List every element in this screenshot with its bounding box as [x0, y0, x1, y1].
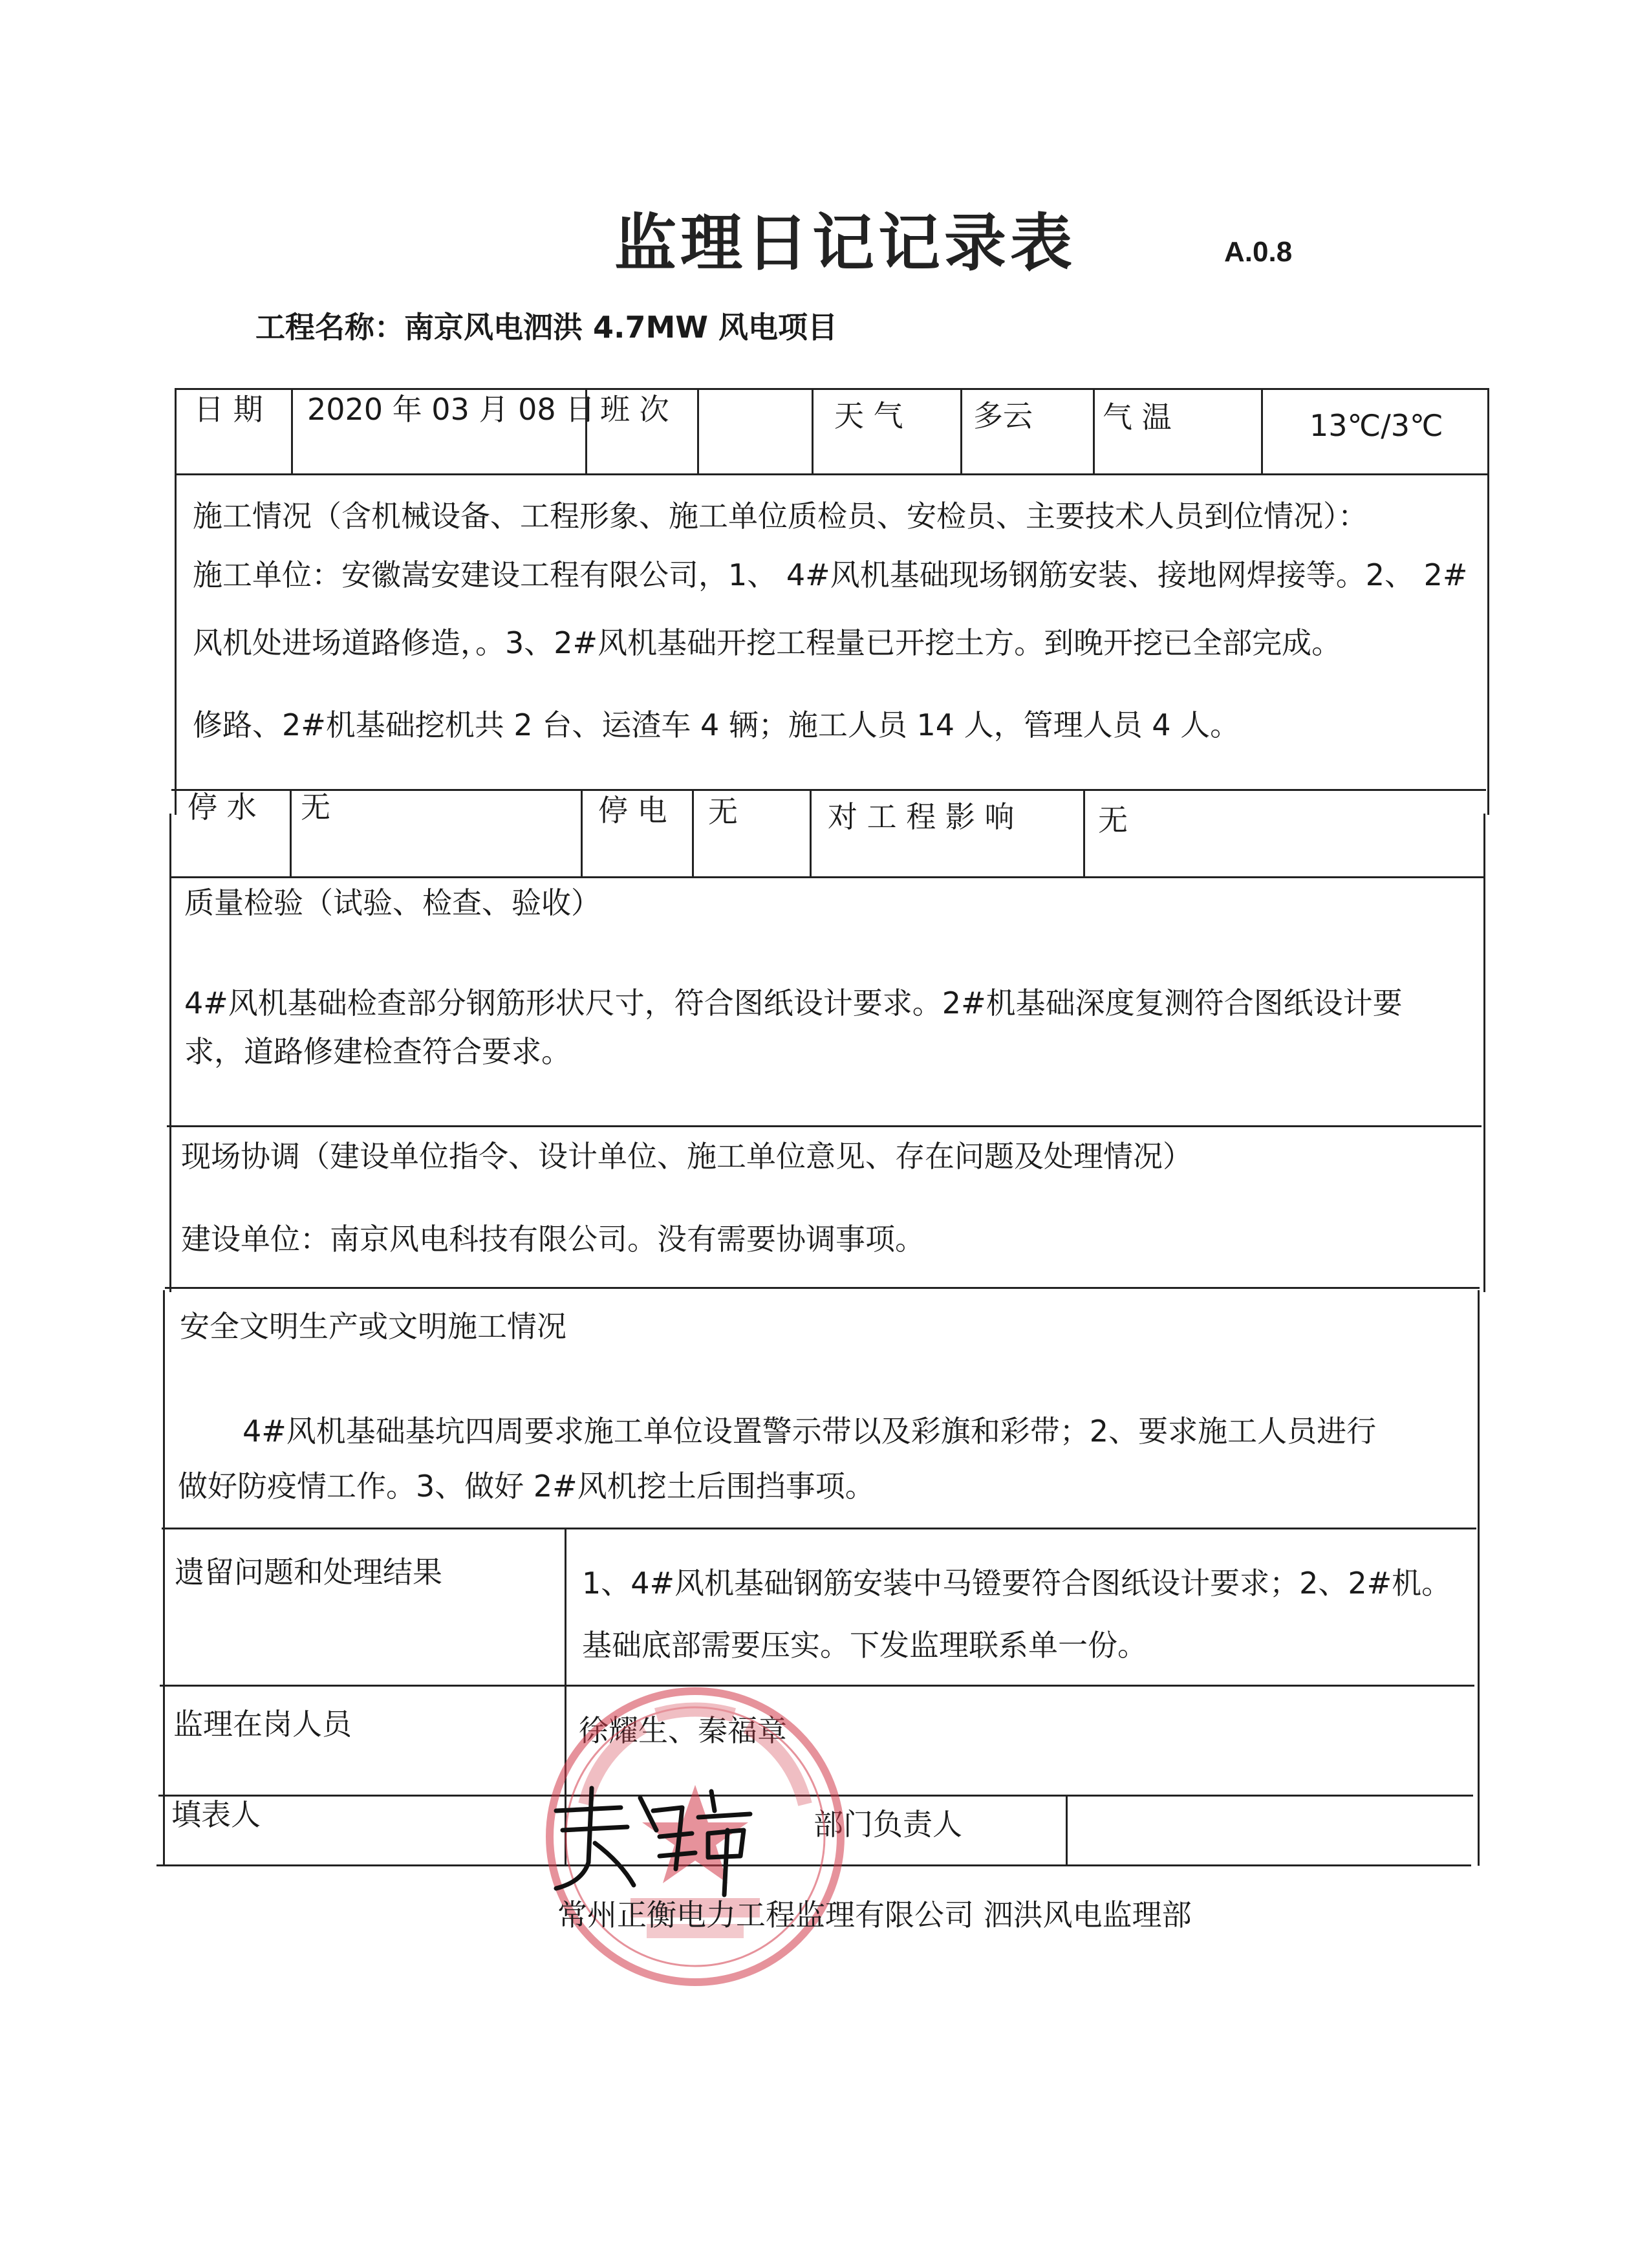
quality-line-2: 求，道路修建检查符合要求。 — [184, 1034, 571, 1069]
quality-heading: 质量检验（试验、检查、验收） — [184, 885, 601, 920]
document-title: 监理日记记录表 — [614, 207, 1076, 279]
filler-label: 填表人 — [171, 1797, 261, 1832]
coordination-line-1: 建设单位：南京风电科技有限公司。没有需要协调事项。 — [181, 1222, 925, 1257]
issues-line-1: 1、4#风机基础钢筋安装中马镫要符合图纸设计要求；2、2#机。 — [582, 1566, 1452, 1601]
safety-heading: 安全文明生产或文明施工情况 — [180, 1309, 566, 1344]
coordination-heading: 现场协调（建设单位指令、设计单位、施工单位意见、存在问题及处理情况） — [181, 1139, 1192, 1174]
impact-label: 对 工 程 影 响 — [828, 799, 1015, 834]
construction-line-2: 风机处进场道路修造，。3、2#风机基础开挖工程量已开挖土方。到晚开挖已全部完成。 — [193, 625, 1342, 660]
temperature-value: 13℃/3℃ — [1310, 408, 1443, 443]
project-name: 工程名称：南京风电泗洪 4.7MW 风电项目 — [255, 310, 838, 345]
handwritten-signature — [543, 1772, 770, 1901]
issues-label: 遗留问题和处理结果 — [175, 1555, 442, 1590]
safety-line-2: 做好防疫情工作。3、做好 2#风机挖土后围挡事项。 — [178, 1469, 875, 1504]
temperature-label: 气 温 — [1103, 400, 1172, 435]
power-outage-label: 停 电 — [598, 793, 667, 828]
construction-line-1: 施工单位：安徽嵩安建设工程有限公司，1、 4#风机基础现场钢筋安装、接地网焊接等。2、 2# — [193, 557, 1468, 592]
issuing-organization: 常州正衡电力工程监理有限公司 泗洪风电监理部 — [557, 1897, 1192, 1932]
form-code: A.0.8 — [1224, 236, 1293, 268]
staff-value: 徐耀生、秦福章 — [579, 1713, 787, 1748]
weather-value: 多云 — [973, 398, 1033, 433]
power-outage-value: 无 — [708, 794, 738, 829]
department-head-label: 部门负责人 — [814, 1807, 962, 1842]
construction-line-3: 修路、2#机基础挖机共 2 台、运渣车 4 辆；施工人员 14 人，管理人员 4 人。 — [193, 707, 1240, 742]
shift-label: 班 次 — [600, 392, 669, 427]
water-outage-value: 无 — [301, 790, 330, 825]
water-outage-label: 停 水 — [188, 790, 257, 825]
safety-line-1: 4#风机基础基坑四周要求施工单位设置警示带以及彩旗和彩带；2、要求施工人员进行 — [242, 1414, 1377, 1449]
issues-line-2: 基础底部需要压实。下发监理联系单一份。 — [582, 1628, 1147, 1663]
construction-heading: 施工情况（含机械设备、工程形象、施工单位质检员、安检员、主要技术人员到位情况）： — [193, 499, 1368, 534]
staff-label: 监理在岗人员 — [173, 1707, 352, 1742]
quality-line-1: 4#风机基础检查部分钢筋形状尺寸，符合图纸设计要求。2#机基础深度复测符合图纸设计要 — [184, 986, 1403, 1021]
weather-label: 天 气 — [834, 398, 903, 433]
impact-value: 无 — [1098, 803, 1128, 837]
date-value: 2020 年 03 月 08 日 — [307, 392, 596, 427]
date-label: 日 期 — [194, 392, 263, 427]
